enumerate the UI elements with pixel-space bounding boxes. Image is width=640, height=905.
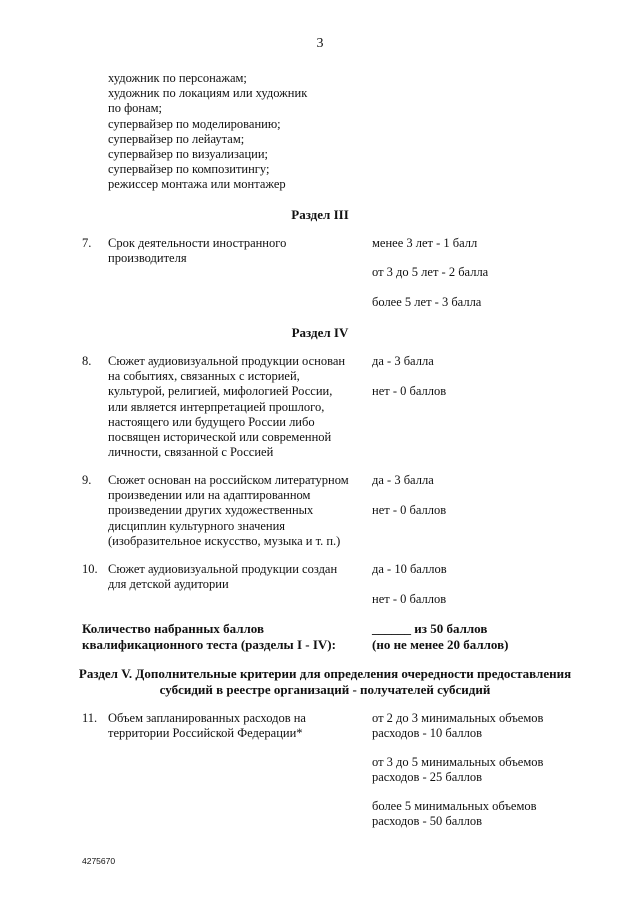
criterion-line: производителя [108, 251, 187, 266]
job-title-list [108, 71, 307, 193]
item-8-criterion [108, 354, 345, 460]
item-9-score-2: нет - 0 баллов [372, 503, 447, 517]
criterion-line: Срок деятельности иностранного [108, 236, 287, 250]
score-line: расходов - 25 баллов [372, 770, 483, 785]
item-9-score-1: да - 3 балла [372, 473, 434, 487]
score-line: расходов - 10 баллов [372, 726, 483, 741]
criterion-line: произведении или на адаптированном [108, 488, 311, 503]
item-10-number: 10. [82, 562, 98, 576]
item-7-criterion [108, 236, 286, 266]
section-4-heading: Раздел IV [291, 325, 349, 340]
total-score-value [372, 621, 508, 652]
list-item: супервайзер по композитингу; [108, 162, 270, 177]
list-item: по фонам; [108, 101, 163, 116]
item-11-number: 11. [82, 711, 98, 725]
section-3-heading: Раздел III [291, 207, 349, 222]
criterion-line: Сюжет основан на российском литературном [108, 473, 349, 487]
criterion-line: Сюжет аудиовизуальной продукции основан [108, 354, 346, 368]
score-line: более 5 минимальных объемов [372, 799, 537, 813]
total-value-line: (но не менее 20 баллов) [372, 636, 509, 652]
list-item: супервайзер по визуализации; [108, 147, 268, 162]
section-5-heading-line: субсидий в реестре организаций - получателей субсидий [159, 682, 491, 697]
list-item: режиссер монтажа или монтажер [108, 177, 286, 192]
list-item: супервайзер по лейаутам; [108, 131, 245, 146]
item-8-number: 8. [82, 354, 92, 368]
criterion-line: Сюжет аудиовизуальной продукции создан [108, 562, 338, 576]
criterion-line: дисциплин культурного значения [108, 518, 286, 533]
criterion-line: Объем запланированных расходов на [108, 711, 306, 725]
item-9-criterion [108, 473, 349, 549]
list-item: супервайзер по моделированию; [108, 116, 281, 131]
total-score-label [82, 621, 336, 652]
item-7-number: 7. [82, 236, 92, 250]
criterion-line: настоящего или будущего России либо [108, 414, 315, 429]
score-line: расходов - 50 баллов [372, 814, 483, 829]
item-9-number: 9. [82, 473, 92, 487]
criterion-line: на событиях, связанных с историей, [108, 369, 300, 384]
item-10-score-2: нет - 0 баллов [372, 592, 447, 606]
document-code: 4275670 [82, 856, 116, 866]
item-7-score-2: от 3 до 5 лет - 2 балла [372, 265, 489, 279]
page-number: 3 [316, 36, 324, 51]
criterion-line: территории Российской Федерации* [108, 726, 303, 741]
item-10-criterion [108, 562, 337, 592]
criterion-line: для детской аудитории [108, 577, 229, 592]
item-10-score-1: да - 10 баллов [372, 562, 447, 576]
item-7-score-1: менее 3 лет - 1 балл [372, 236, 478, 250]
criterion-line: (изобразительное искусство, музыка и т. п.) [108, 533, 341, 548]
criterion-line: посвящен исторической или современной [108, 430, 332, 445]
total-value-line: ______ из 50 баллов [372, 621, 488, 636]
total-label-line: Количество набранных баллов [82, 621, 264, 636]
section-5-heading [60, 666, 590, 698]
list-item: художник по локациям или художник [108, 86, 308, 101]
criterion-line: культурой, религией, мифологией России, [108, 384, 333, 399]
criterion-line: личности, связанной с Россией [108, 445, 274, 460]
item-8-score-2: нет - 0 баллов [372, 384, 447, 398]
score-line: от 3 до 5 минимальных объемов [372, 755, 544, 769]
item-11-score-3 [372, 799, 537, 829]
item-11-score-1 [372, 711, 543, 741]
criterion-line: произведении других художественных [108, 503, 314, 518]
section-5-heading-line: Раздел V. Дополнительные критерии для определения очередности предоставления [78, 666, 572, 681]
item-11-score-2 [372, 755, 543, 785]
item-11-criterion [108, 711, 306, 741]
total-label-line: квалификационного теста (разделы I - IV): [82, 636, 336, 652]
criterion-line: или является интерпретацией прошлого, [108, 399, 325, 414]
item-8-score-1: да - 3 балла [372, 354, 434, 368]
list-item: художник по персонажам; [108, 71, 247, 85]
item-7-score-3: более 5 лет - 3 балла [372, 295, 482, 309]
score-line: от 2 до 3 минимальных объемов [372, 711, 544, 725]
